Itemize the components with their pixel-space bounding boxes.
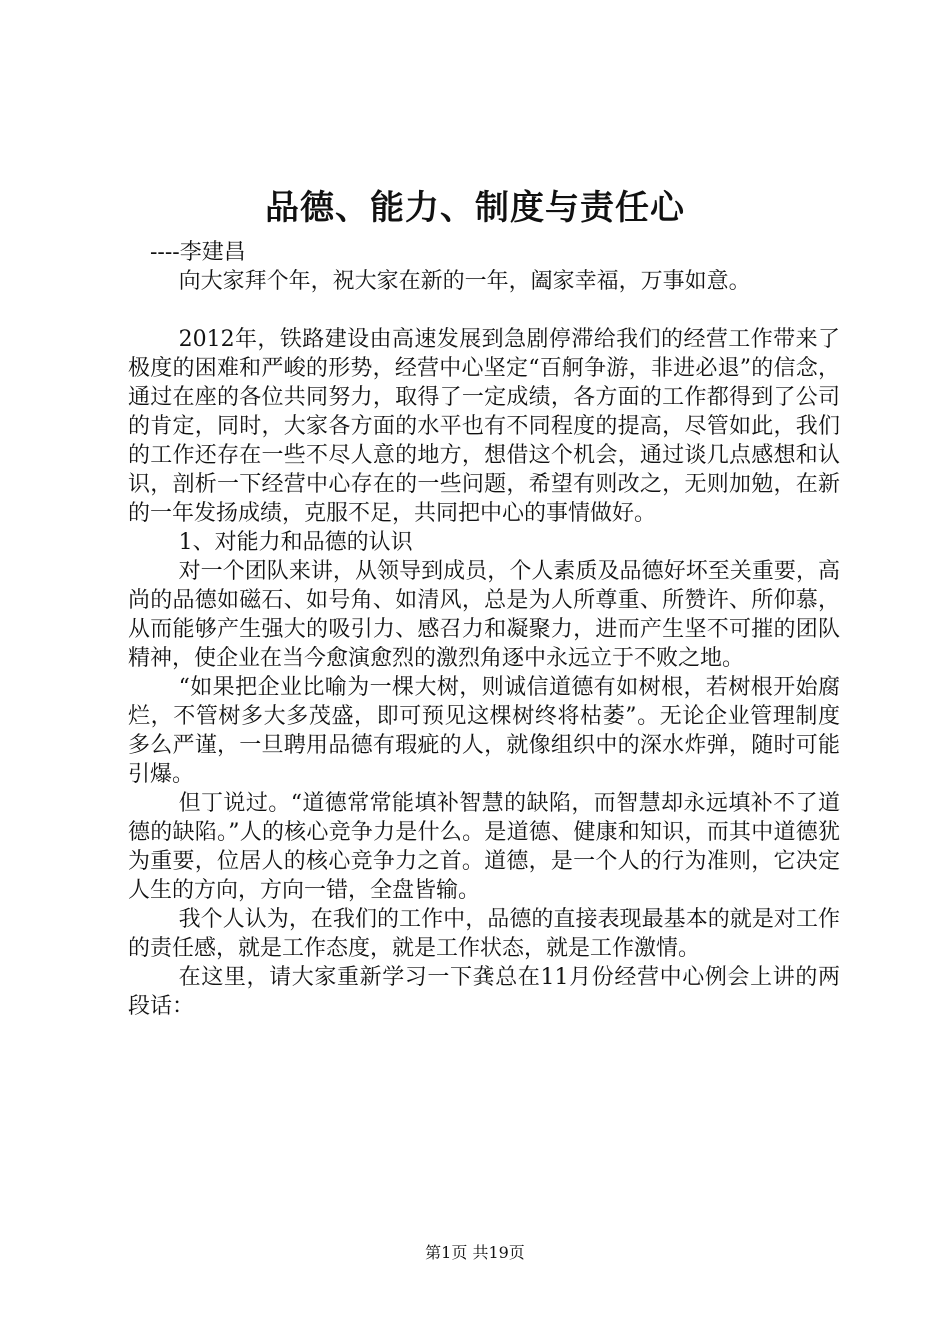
- paragraph-dante-quote: 但丁说过。“道德常常能填补智慧的缺陷，而智慧却永远填补不了道德的缺陷。”人的核心竞争力是什么。是道德、健康和知识，而其中道德犹为重要，位居人的核心竞争力之首。道德，是一个人的行为准则，它决定人生的方向，方向一错，全盘皆输。: [128, 791, 840, 903]
- section-heading: 1、对能力和品德的认识: [178, 530, 413, 555]
- page-number-footer: 第1页 共19页: [425, 1243, 525, 1262]
- paragraph-team-quality: 对一个团队来讲，从领导到成员，个人素质及品德好坏至关重要，高尚的品德如磁石、如号角、如清风，总是为人所尊重、所赞许、所仰慕，从而能够产生强大的吸引力、感召力和凝聚力，进而产生坚不可摧的团队精神，使企业在当今愈演愈烈的激烈角逐中永远立于不败之地。: [128, 559, 840, 671]
- author-line: ----李建昌: [150, 240, 246, 265]
- document-title: 品德、能力、制度与责任心: [265, 188, 685, 228]
- paragraph-meeting-reference: 在这里，请大家重新学习一下龚总在11月份经营中心例会上讲的两段话：: [128, 965, 840, 1019]
- paragraph-spacer: [128, 296, 840, 325]
- paragraph-intro: 2012年，铁路建设由高速发展到急剧停滞给我们的经营工作带来了极度的困难和严峻的形势，经营中心坚定“百舸争游，非进必退”的信念，通过在座的各位共同努力，取得了一定成绩，各方面的工作都得到了公司的肯定，同时，大家各方面的水平也有不同程度的提高，尽管如此，我们的工作还存在一些不尽人意的地方，想借这个机会，通过谈几点感想和认识，剖析一下经营中心存在的一些问题，希望有则改之，无则加勉，在新的一年发扬成绩，克服不足，共同把中心的事情做好。: [128, 327, 840, 526]
- paragraph-tree-metaphor: “如果把企业比喻为一棵大树，则诚信道德有如树根，若树根开始腐烂，不管树多大多茂盛，即可预见这棵树终将枯萎”。无论企业管理制度多么严谨，一旦聘用品德有瑕疵的人，就像组织中的深水炸弹，随时可能引爆。: [128, 675, 840, 787]
- greeting-paragraph: 向大家拜个年，祝大家在新的一年，阖家幸福，万事如意。: [178, 269, 751, 294]
- paragraph-personal-view: 我个人认为，在我们的工作中，品德的直接表现最基本的就是对工作的责任感，就是工作态度，就是工作状态，就是工作激情。: [128, 907, 840, 961]
- document-body: [128, 238, 840, 1021]
